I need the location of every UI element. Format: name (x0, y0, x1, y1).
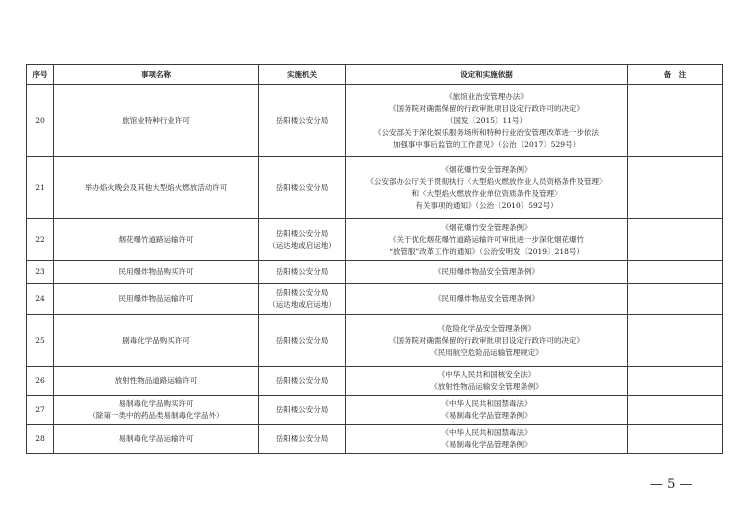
implementing-agency-line: 岳阳楼公安分局 (275, 405, 329, 414)
item-name-line: 举办焰火晚会及其他大型焰火燃放活动许可 (84, 182, 228, 192)
implementing-agency-line: 岳阳楼公安分局 (275, 267, 329, 276)
item-name-line: （除第一类中的药品类易制毒化学品外） (88, 411, 224, 420)
table-row (27, 396, 723, 425)
header-no: 序号 (27, 65, 54, 85)
implementing-agency-line: 岳阳楼公安分局 (275, 288, 329, 297)
legal-basis-line: 《易制毒化学品管理条例》 (441, 411, 532, 420)
item-name-line: 烟花爆竹道路运输许可 (118, 234, 194, 244)
legal-basis-line: 《国务院对确需保留的行政审批项目设定行政许可的决定》 (389, 335, 584, 345)
legal-basis-line: 《危险化学品安全管理条例》 (437, 323, 536, 333)
legal-basis-line: 《中华人民共和国核安全法》 (437, 370, 536, 379)
implementing-agency (259, 157, 346, 219)
permit-table (26, 64, 723, 454)
table-header (27, 65, 723, 85)
row-number: 26 (27, 367, 54, 396)
legal-basis-line: 《公安部关于深化娱乐服务场所和特种行业治安管理改革进一步依法 (374, 127, 599, 137)
implementing-agency (259, 396, 346, 425)
legal-basis (346, 219, 628, 261)
implementing-agency (259, 425, 346, 454)
row-number: 24 (27, 284, 54, 315)
legal-basis (346, 157, 628, 219)
header-row (27, 65, 723, 85)
item-name (54, 425, 259, 454)
legal-basis (346, 367, 628, 396)
legal-basis-line: 《中华人民共和国禁毒法》 (441, 399, 532, 408)
implementing-agency (259, 315, 346, 367)
legal-basis (346, 315, 628, 367)
remark (628, 396, 723, 425)
item-name-line: 剧毒化学品购买许可 (122, 335, 190, 345)
legal-basis-line: 《民用爆炸物品安全管理条例》 (434, 267, 539, 276)
legal-basis-line: 加强事中事后监管的工作意见》（公治〔2017〕529号） (392, 139, 581, 149)
legal-basis-line: 《公安部办公厅关于贯彻执行〈大型焰火燃放作业人员资格条件及管理〉 (366, 176, 607, 186)
remark (628, 85, 723, 157)
row-number: 25 (27, 315, 54, 367)
item-name-line: 民用爆炸物品运输许可 (118, 294, 194, 303)
implementing-agency-line: （运达地或启运地） (268, 240, 336, 250)
item-name-line: 易制毒化学品运输许可 (118, 434, 194, 443)
implementing-agency-line: 岳阳楼公安分局 (275, 376, 329, 385)
header-name: 事项名称 (54, 65, 259, 85)
item-name-line: 旅馆业特种行业许可 (122, 115, 190, 125)
implementing-agency-line: 岳阳楼公安分局 (275, 434, 329, 443)
remark (628, 425, 723, 454)
implementing-agency (259, 367, 346, 396)
item-name (54, 157, 259, 219)
legal-basis (346, 425, 628, 454)
table-row (27, 85, 723, 157)
implementing-agency-line: 岳阳楼公安分局 (275, 228, 329, 238)
legal-basis-line: 《关于优化烟花爆竹道路运输许可审批进一步深化烟花爆竹 (389, 234, 584, 244)
table-row (27, 157, 723, 219)
legal-basis-line: 《旅馆业治安管理办法》 (445, 91, 528, 101)
item-name-line: 民用爆炸物品购买许可 (118, 267, 194, 276)
legal-basis (346, 396, 628, 425)
implementing-agency (259, 284, 346, 315)
item-name (54, 284, 259, 315)
row-number: 23 (27, 261, 54, 284)
item-name (54, 85, 259, 157)
legal-basis-line: （国发〔2015〕11号） (445, 115, 528, 125)
implementing-agency-line: （运达地或启运地） (268, 300, 336, 309)
implementing-agency (259, 85, 346, 157)
implementing-agency-line: 岳阳楼公安分局 (275, 335, 329, 345)
table-row (27, 367, 723, 396)
row-number: 21 (27, 157, 54, 219)
legal-basis-line: 《放射性物品运输安全管理条例》 (430, 382, 543, 391)
remark (628, 219, 723, 261)
item-name-line: 放射性物品道路运输许可 (114, 376, 198, 385)
table-row (27, 315, 723, 367)
legal-basis-line: 《中华人民共和国禁毒法》 (441, 428, 532, 437)
row-number: 28 (27, 425, 54, 454)
legal-basis-line: 《国务院对确需保留的行政审批项目设定行政许可的决定》 (389, 103, 584, 113)
header-agency: 实施机关 (259, 65, 346, 85)
remark (628, 367, 723, 396)
table-row (27, 284, 723, 315)
implementing-agency-line: 岳阳楼公安分局 (275, 115, 329, 125)
legal-basis-line: 《民用航空危险品运输管理规定》 (430, 347, 543, 357)
table-row (27, 219, 723, 261)
legal-basis-line: 《烟花爆竹安全管理条例》 (441, 164, 532, 174)
table-row (27, 261, 723, 284)
legal-basis (346, 261, 628, 284)
item-name (54, 367, 259, 396)
row-number: 22 (27, 219, 54, 261)
remark (628, 261, 723, 284)
page-number: — 5 — (650, 477, 693, 492)
legal-basis-line: 和〈大型焰火燃放作业单位资质条件及管理〉 (411, 188, 562, 198)
implementing-agency (259, 261, 346, 284)
legal-basis-line: 《烟花爆竹安全管理条例》 (441, 222, 532, 232)
table-body (27, 85, 723, 454)
item-name (54, 219, 259, 261)
item-name (54, 315, 259, 367)
implementing-agency-line: 岳阳楼公安分局 (275, 182, 329, 192)
remark (628, 284, 723, 315)
item-name (54, 261, 259, 284)
table-row (27, 425, 723, 454)
header-remark: 备 注 (628, 65, 723, 85)
legal-basis-line: 有关事项的通知》（公治〔2010〕592号） (415, 200, 558, 210)
item-name-line: 易制毒化学品购买许可 (118, 399, 194, 408)
row-number: 20 (27, 85, 54, 157)
item-name (54, 396, 259, 425)
legal-basis-line: “放管服”改革工作的通知》（公治安明发〔2019〕218号） (389, 246, 584, 256)
legal-basis (346, 284, 628, 315)
header-basis: 设定和实施依据 (346, 65, 628, 85)
implementing-agency (259, 219, 346, 261)
legal-basis-line: 《民用爆炸物品安全管理条例》 (434, 294, 539, 303)
row-number: 27 (27, 396, 54, 425)
remark (628, 315, 723, 367)
legal-basis (346, 85, 628, 157)
remark (628, 157, 723, 219)
legal-basis-line: 《易制毒化学品管理条例》 (441, 440, 532, 449)
